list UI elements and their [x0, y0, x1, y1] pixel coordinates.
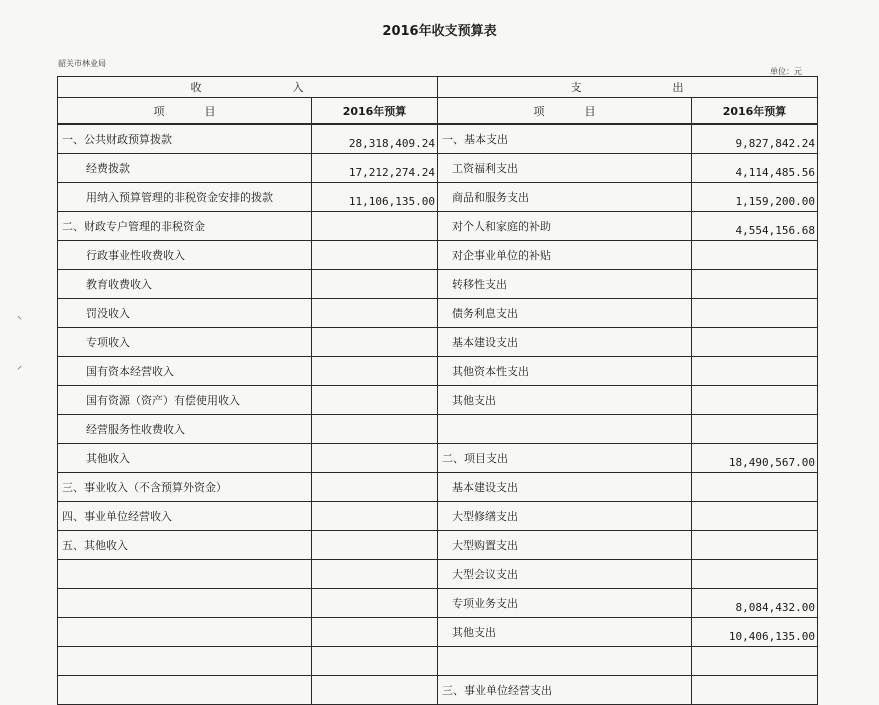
expense-amount [692, 676, 818, 705]
expense-item: 大型购置支出 [438, 531, 692, 560]
income-amount: 17,212,274.24 [312, 154, 438, 183]
income-amount [312, 676, 438, 705]
unit-label: 单位：元 [770, 67, 802, 76]
expense-amount: 10,406,135.00 [692, 618, 818, 647]
table-row [58, 386, 818, 415]
income-item: 四、事业单位经营收入 [58, 502, 312, 531]
expense-item [438, 647, 692, 676]
income-item: 其他收入 [58, 444, 312, 473]
table-row [58, 531, 818, 560]
expense-amount: 4,114,485.56 [692, 154, 818, 183]
table-row [58, 473, 818, 502]
expense-amount [692, 647, 818, 676]
expense-item: 工资福利支出 [438, 154, 692, 183]
budget-table [57, 76, 818, 705]
income-item: 国有资源（资产）有偿使用收入 [58, 386, 312, 415]
income-section-header: 收 入 [58, 77, 438, 98]
table-row [58, 618, 818, 647]
expense-amount [692, 531, 818, 560]
income-amount [312, 270, 438, 299]
expense-item: 基本建设支出 [438, 473, 692, 502]
expense-item: 其他资本性支出 [438, 357, 692, 386]
expense-item: 一、基本支出 [438, 124, 692, 154]
table-row [58, 647, 818, 676]
income-amount [312, 386, 438, 415]
income-amount [312, 647, 438, 676]
table-row [58, 357, 818, 386]
expense-budget-header: 2016年预算 [692, 98, 818, 125]
expense-amount: 8,084,432.00 [692, 589, 818, 618]
expense-amount: 4,554,156.68 [692, 212, 818, 241]
expense-amount [692, 299, 818, 328]
table-row [58, 212, 818, 241]
column-header-row [58, 98, 818, 125]
income-item: 国有资本经营收入 [58, 357, 312, 386]
expense-item: 专项业务支出 [438, 589, 692, 618]
income-item [58, 560, 312, 589]
expense-item: 其他支出 [438, 618, 692, 647]
expense-amount [692, 415, 818, 444]
income-amount [312, 618, 438, 647]
expense-item: 基本建设支出 [438, 328, 692, 357]
income-item: 三、事业收入（不含预算外资金） [58, 473, 312, 502]
income-item [58, 676, 312, 705]
organization-name: 韶关市林业局 [58, 59, 106, 68]
expense-amount [692, 560, 818, 589]
income-amount [312, 502, 438, 531]
expense-amount: 18,490,567.00 [692, 444, 818, 473]
income-item: 用纳入预算管理的非税资金安排的拨款 [58, 183, 312, 212]
income-item: 教育收费收入 [58, 270, 312, 299]
income-amount [312, 357, 438, 386]
table-row [58, 124, 818, 154]
expense-item: 三、事业单位经营支出 [438, 676, 692, 705]
expense-item: 大型修缮支出 [438, 502, 692, 531]
section-header-row [58, 77, 818, 98]
table-row [58, 270, 818, 299]
expense-amount [692, 328, 818, 357]
expense-item [438, 415, 692, 444]
income-item: 专项收入 [58, 328, 312, 357]
expense-item: 对个人和家庭的补助 [438, 212, 692, 241]
income-amount [312, 212, 438, 241]
expense-item: 二、项目支出 [438, 444, 692, 473]
income-item: 经费拨款 [58, 154, 312, 183]
expense-amount [692, 270, 818, 299]
expense-amount [692, 502, 818, 531]
scan-mark: ⸌ [17, 315, 22, 326]
income-item [58, 618, 312, 647]
table-row [58, 589, 818, 618]
expense-item: 大型会议支出 [438, 560, 692, 589]
income-amount [312, 415, 438, 444]
expense-amount [692, 386, 818, 415]
expense-amount [692, 357, 818, 386]
income-item [58, 589, 312, 618]
expense-section-header: 支 出 [438, 77, 818, 98]
expense-item: 债务利息支出 [438, 299, 692, 328]
income-amount: 28,318,409.24 [312, 124, 438, 154]
table-row [58, 328, 818, 357]
scan-mark: ⸍ [17, 365, 22, 376]
expense-item-header: 项 目 [438, 98, 692, 125]
table-row [58, 502, 818, 531]
expense-amount [692, 473, 818, 502]
income-budget-header: 2016年预算 [312, 98, 438, 125]
income-amount [312, 444, 438, 473]
expense-item: 其他支出 [438, 386, 692, 415]
expense-amount [692, 241, 818, 270]
income-amount: 11,106,135.00 [312, 183, 438, 212]
income-item: 行政事业性收费收入 [58, 241, 312, 270]
income-amount [312, 473, 438, 502]
page-title: 2016年收支预算表 [382, 24, 497, 39]
income-item: 二、财政专户管理的非税资金 [58, 212, 312, 241]
income-item-header: 项 目 [58, 98, 312, 125]
income-amount [312, 328, 438, 357]
income-item: 罚没收入 [58, 299, 312, 328]
expense-item: 转移性支出 [438, 270, 692, 299]
income-amount [312, 560, 438, 589]
income-item [58, 647, 312, 676]
table-row [58, 560, 818, 589]
expense-amount: 1,159,200.00 [692, 183, 818, 212]
table-row [58, 415, 818, 444]
table-row [58, 676, 818, 705]
table-row [58, 183, 818, 212]
income-amount [312, 589, 438, 618]
income-amount [312, 299, 438, 328]
expense-amount: 9,827,842.24 [692, 124, 818, 154]
income-item: 一、公共财政预算拨款 [58, 124, 312, 154]
expense-item: 对企事业单位的补贴 [438, 241, 692, 270]
table-row [58, 444, 818, 473]
income-item: 五、其他收入 [58, 531, 312, 560]
income-item: 经营服务性收费收入 [58, 415, 312, 444]
income-amount [312, 531, 438, 560]
expense-item: 商品和服务支出 [438, 183, 692, 212]
table-row [58, 299, 818, 328]
table-row [58, 154, 818, 183]
income-amount [312, 241, 438, 270]
table-row [58, 241, 818, 270]
